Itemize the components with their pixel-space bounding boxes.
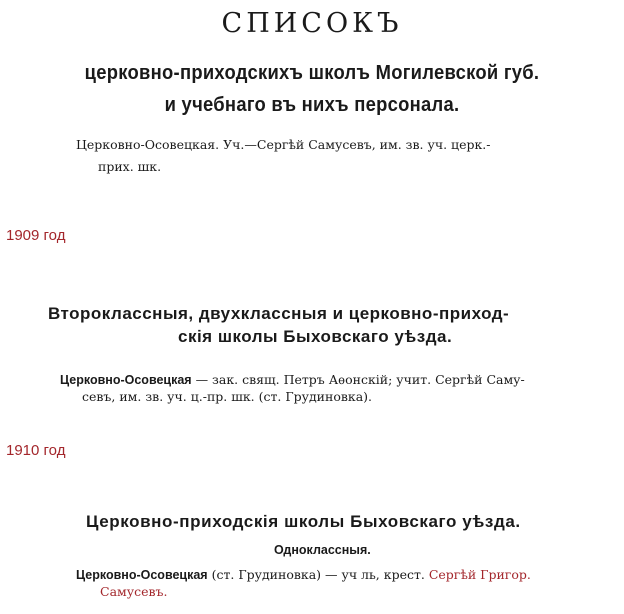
section-heading-line2: скія школы Быховскаго уѣзда. — [178, 327, 453, 346]
school-name: Церковно-Осовецкая. — [76, 137, 220, 152]
entry-text: Уч.—Сергѣй Самусевъ, им. зв. уч. церк.- — [219, 137, 491, 152]
document-subtitle-line1: церковно-приходскихъ школъ Могилевской губ. — [84, 62, 540, 84]
highlighted-name: Сергѣй Григор. — [428, 567, 531, 582]
school-entry-1909 — [76, 137, 491, 152]
school-name: Церковно-Осовецкая — [60, 373, 192, 387]
document-title: СПИСОКЪ — [221, 8, 403, 39]
school-entry-1910-continuation: севъ, им. зв. уч. ц.-пр. шк. (ст. Грудиновка). — [82, 389, 373, 404]
section-heading-line1: Второклассныя, двухклассныя и церковно-приход- — [48, 304, 510, 323]
school-entry-1910 — [60, 372, 525, 387]
document-subtitle-line2: и учебнаго въ нихъ персонала. — [164, 94, 460, 116]
year-label-1910: 1910 год — [6, 442, 66, 459]
school-entry-later — [76, 567, 531, 582]
school-entry-1909-continuation: прих. шк. — [98, 159, 162, 174]
section-heading: Церковно-приходскія школы Быховскаго уѣзда. — [86, 512, 521, 531]
school-name: Церковно-Осовецкая — [76, 568, 208, 582]
entry-text: (ст. Грудиновка) — уч ль, крест. — [207, 567, 429, 582]
entry-text: — зак. свящ. Петръ Аѳонскій; учит. Сергѣй Саму- — [191, 372, 525, 387]
section-subheading: Одноклассныя. — [274, 543, 371, 557]
year-label-1909: 1909 год — [6, 227, 66, 244]
highlighted-surname: Самусевъ. — [100, 584, 168, 599]
